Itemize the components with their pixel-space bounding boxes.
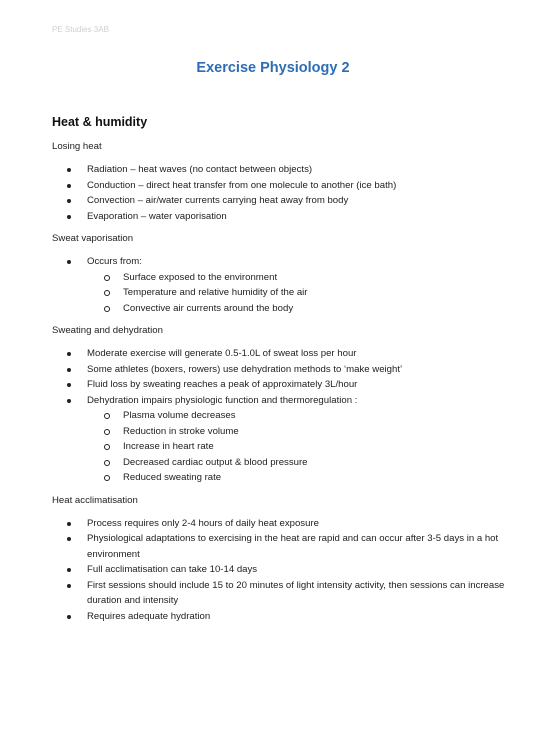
hollow-bullet-icon (104, 275, 110, 281)
hollow-bullet-icon (104, 413, 110, 419)
list-item (52, 254, 512, 270)
bullet-icon (67, 215, 71, 219)
list-item (52, 377, 512, 393)
sub-list-item (52, 270, 512, 286)
list-item-text: Dehydration impairs physiologic function and thermoregulation : (87, 394, 358, 406)
bullet-icon (67, 584, 71, 588)
list-item-text: First sessions should include 15 to 20 minutes of light intensity activity, then sessions can increase duration and intensity (87, 579, 505, 606)
list-item-text: Evaporation – water vaporisation (87, 210, 227, 222)
sub-list-item (52, 470, 512, 486)
list-item (52, 393, 512, 409)
document-title: Exercise Physiology 2 (196, 60, 350, 76)
hollow-bullet-icon (104, 475, 110, 481)
subheading-sweat-vaporisation: Sweat vaporisation (52, 233, 134, 244)
list-item-text: Fluid loss by sweating reaches a peak of approximately 3L/hour (87, 379, 358, 390)
hollow-bullet-icon (104, 306, 110, 312)
list-item-text: Physiological adaptations to exercising in the heat are rapid and can occur after 3-5 days in a hot environment (87, 533, 499, 560)
subheading-losing-heat: Losing heat (52, 141, 102, 152)
bullet-icon (67, 568, 71, 572)
list-item-text: Requires adequate hydration (87, 610, 211, 622)
list-item (52, 531, 512, 562)
sub-list-item (52, 408, 512, 424)
list-item (52, 578, 512, 609)
header-note: PE Studies 3AB (52, 25, 109, 34)
subheading-heat-acclimatisation: Heat acclimatisation (52, 494, 138, 506)
hollow-bullet-icon (104, 429, 110, 435)
list-item (52, 516, 512, 532)
sub-list-item (52, 424, 512, 440)
list-item (52, 609, 512, 625)
list-item (52, 162, 512, 178)
bullet-icon (67, 615, 71, 619)
losing-heat-list (52, 162, 512, 224)
list-item (52, 362, 512, 378)
bullet-icon (67, 522, 71, 526)
bullet-icon (67, 537, 71, 541)
list-item-text: Moderate exercise will generate 0.5-1.0L of sweat loss per hour (87, 348, 357, 359)
bullet-icon (67, 260, 71, 264)
list-item-text: Convection – air/water currents carrying heat away from body (87, 195, 349, 206)
sweat-vaporisation-list (52, 254, 512, 316)
bullet-icon (67, 184, 71, 188)
sub-list-item (52, 455, 512, 471)
list-item-text: Temperature and relative humidity of the air (123, 287, 308, 298)
document-body (52, 115, 512, 633)
list-item-text: Reduced sweating rate (123, 472, 222, 483)
list-item-text: Radiation – heat waves (no contact between objects) (87, 164, 313, 175)
list-item-text: Some athletes (boxers, rowers) use dehydration methods to ‘make weight’ (87, 363, 403, 375)
list-item-text: Process requires only 2-4 hours of daily heat exposure (87, 517, 319, 529)
hollow-bullet-icon (104, 444, 110, 450)
sub-list-item (52, 301, 512, 317)
list-item (52, 209, 512, 225)
subheading-sweating-dehydration: Sweating and dehydration (52, 325, 163, 336)
section-heading: Heat & humidity (52, 115, 148, 129)
list-item-text: Surface exposed to the environment (123, 271, 278, 283)
hollow-bullet-icon (104, 460, 110, 466)
sub-list-item (52, 285, 512, 301)
sub-list-item (52, 439, 512, 455)
bullet-icon (67, 383, 71, 387)
list-item (52, 346, 512, 362)
list-item (52, 178, 512, 194)
list-item-text: Full acclimatisation can take 10-14 days (87, 564, 258, 575)
bullet-icon (67, 199, 71, 203)
list-item-text: Convective air currents around the body (123, 302, 294, 314)
sweating-dehydration-list (52, 346, 512, 486)
bullet-icon (67, 368, 71, 372)
bullet-icon (67, 399, 71, 403)
hollow-bullet-icon (104, 290, 110, 296)
list-item-text: Conduction – direct heat transfer from one molecule to another (ice bath) (87, 179, 397, 191)
list-item-text: Decreased cardiac output & blood pressure (123, 456, 308, 468)
bullet-icon (67, 168, 71, 172)
list-item-text: Occurs from: (87, 256, 142, 267)
bullet-icon (67, 352, 71, 356)
list-item (52, 562, 512, 578)
list-item-text: Increase in heart rate (123, 441, 214, 452)
heat-acclimatisation-list (52, 516, 512, 625)
list-item (52, 193, 512, 209)
list-item-text: Reduction in stroke volume (123, 425, 239, 437)
list-item-text: Plasma volume decreases (123, 410, 236, 421)
